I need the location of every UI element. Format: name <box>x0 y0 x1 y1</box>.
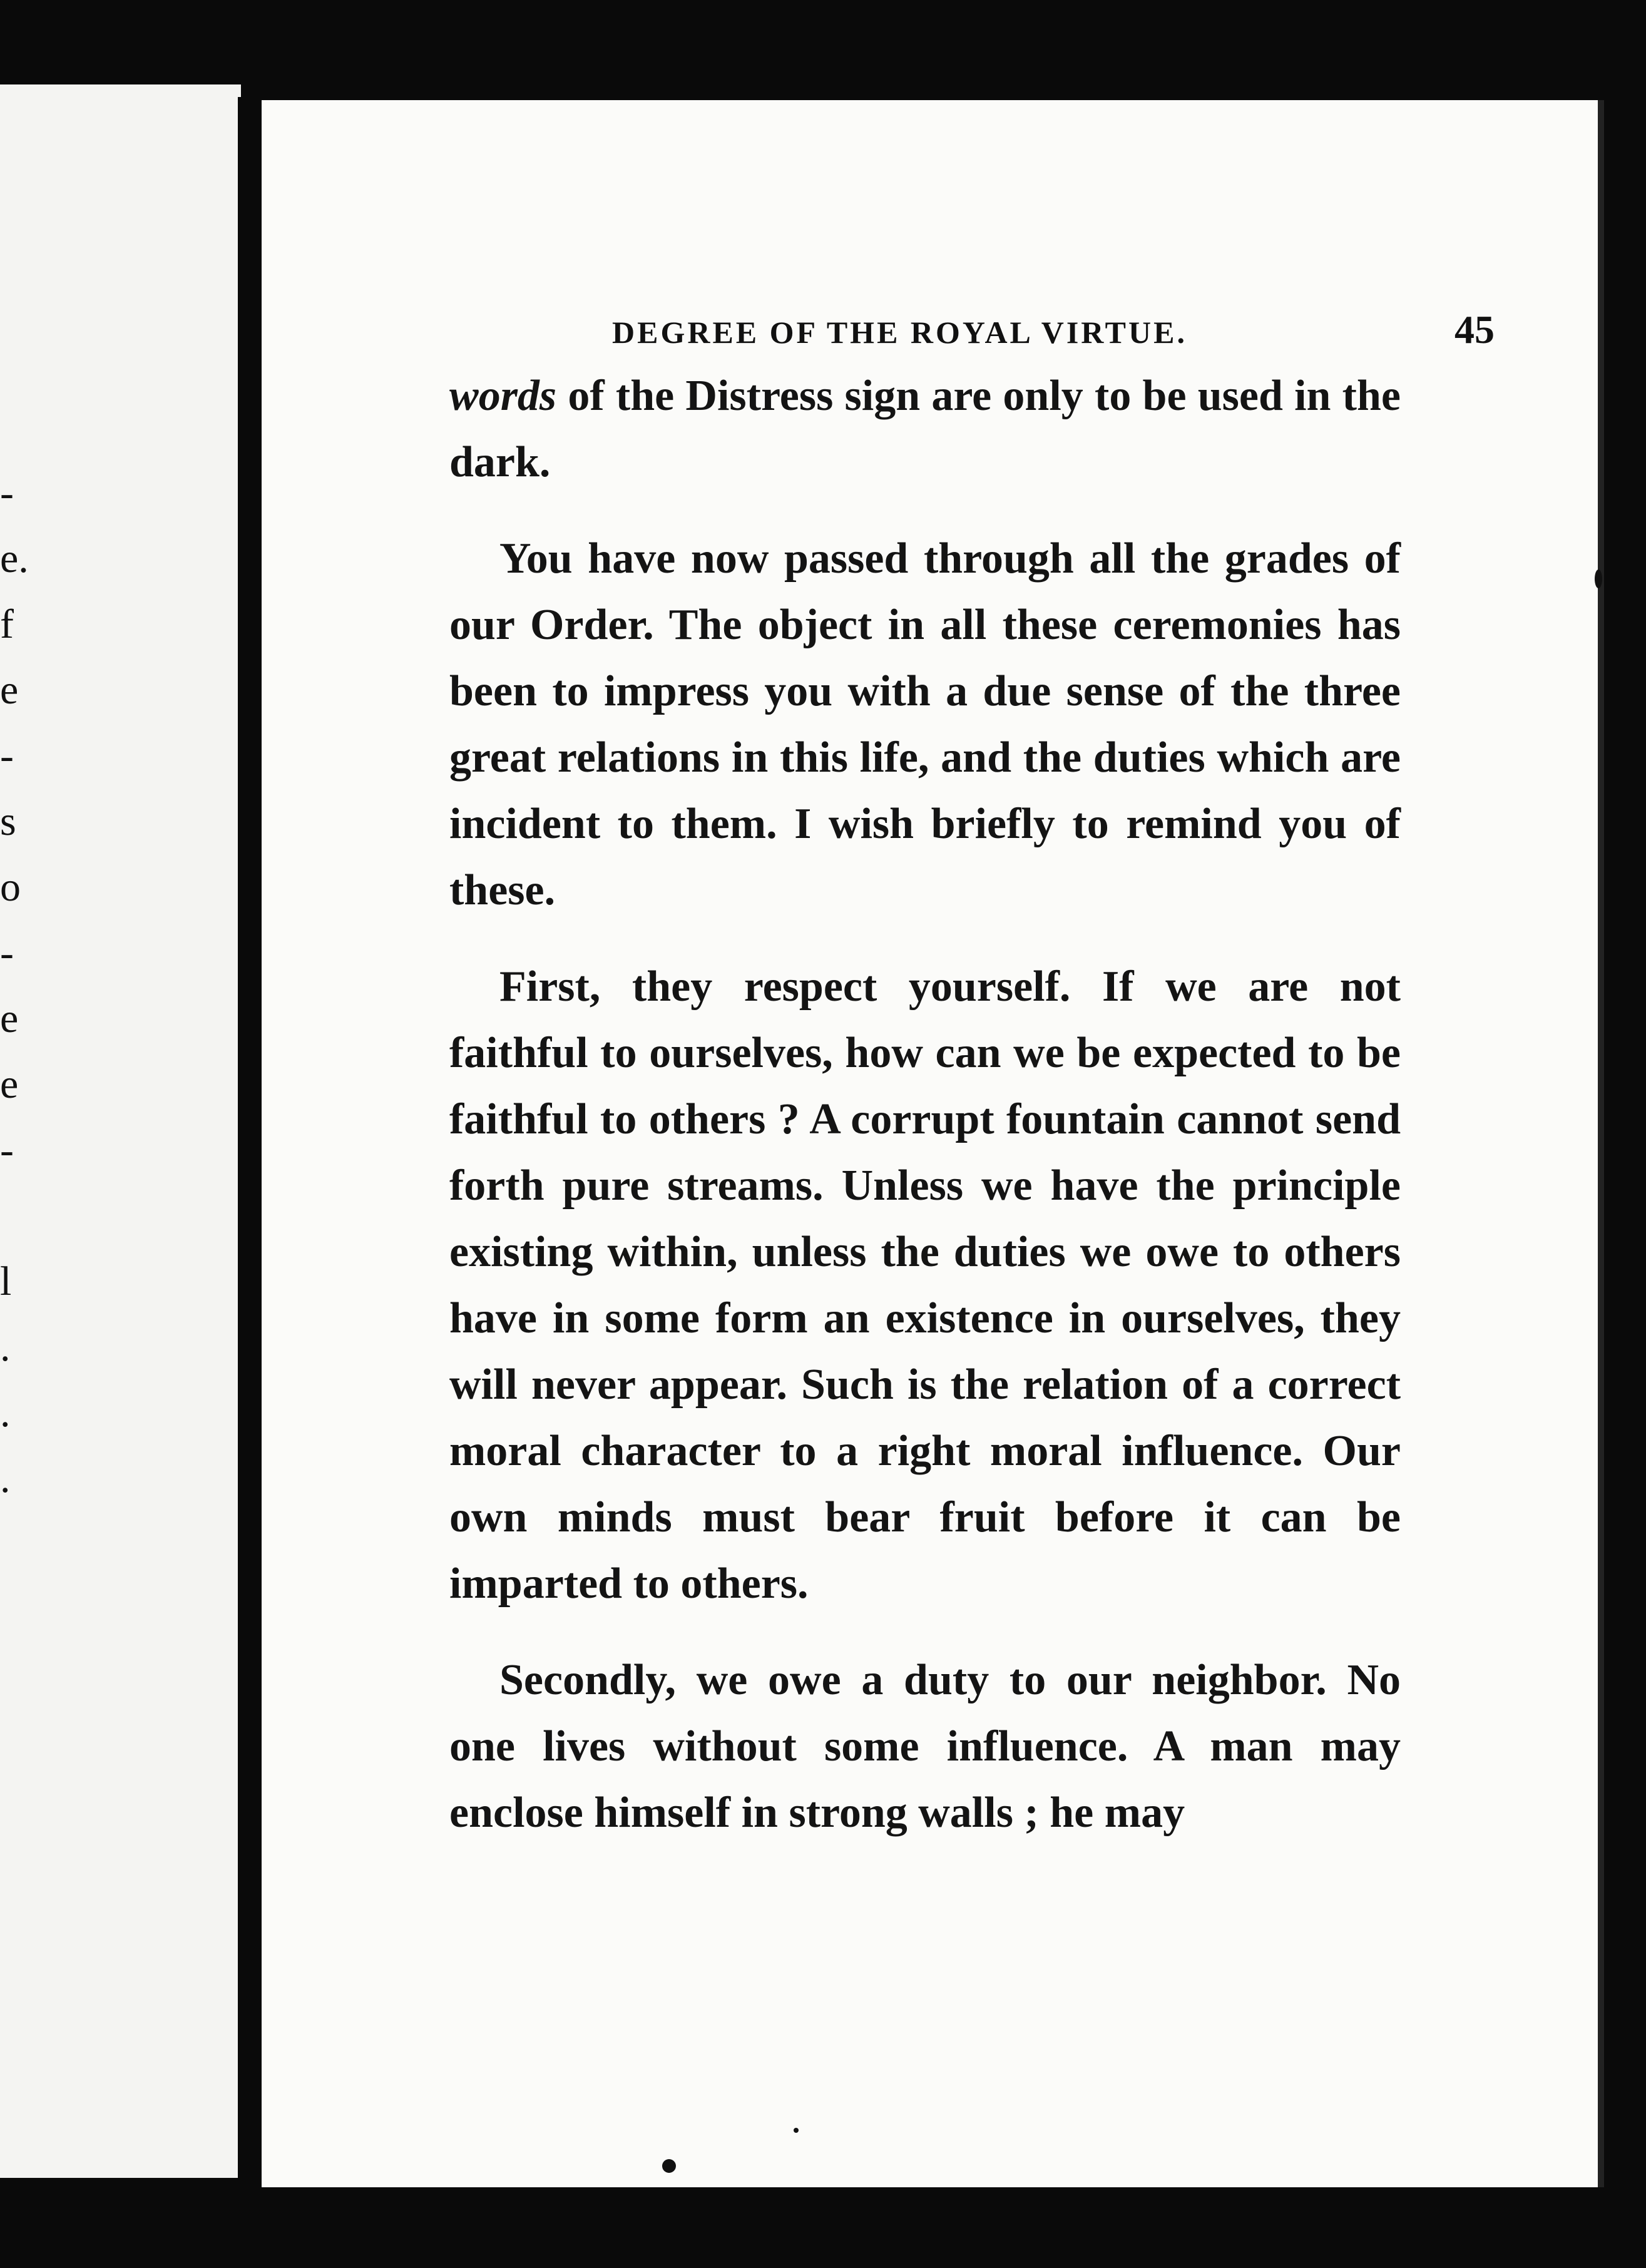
page-edge <box>1598 100 1604 2187</box>
paragraph-4: Secondly, we owe a duty to our neighbor. No one lives without some influence. A man may enclose himself in strong walls ; he may <box>449 1656 1401 1837</box>
left-margin-char: - <box>0 1127 14 1173</box>
right-page <box>262 100 1604 2187</box>
running-head: DEGREE OF THE ROYAL VIRTUE. <box>612 315 1187 350</box>
left-margin-char: . <box>0 1390 11 1436</box>
paragraph-2: You have now passed through all the grades of our Order. The object in all these ceremonies has been to impress you with a due sense of the three great relations in this life, and the duties which are incident to them. I wish briefly to remind you of these. <box>449 534 1401 914</box>
ink-speck <box>794 2128 799 2133</box>
left-margin-char: e <box>0 667 19 713</box>
paragraph-1-text: of the Distress sign are only to be used in the dark. <box>449 372 1401 486</box>
page-number: 45 <box>1454 307 1495 352</box>
left-margin-char: s <box>0 799 16 844</box>
left-page-fragment <box>0 84 241 2178</box>
left-margin-char: - <box>0 733 14 779</box>
left-page-cut-text <box>0 460 29 1511</box>
left-margin-char: o <box>0 864 21 910</box>
left-margin-char: . <box>0 1456 11 1501</box>
book-gutter <box>238 97 260 2184</box>
left-margin-char: - <box>0 930 14 976</box>
left-margin-char: f <box>0 601 14 647</box>
paragraph-3: First, they respect yourself. If we are not faithful to ourselves, how can we be expected to be faithful to others ? A corrupt fountain cannot send forth pure streams. Unless we have the principle existing within, unless the duties we owe to others have in some form an existence in ourselves, they will never appear. Such is the relation of a correct moral character to a right moral influence. Our own minds must bear fruit before it can be imparted to others. <box>449 963 1401 1608</box>
left-margin-char: l <box>0 1259 12 1304</box>
left-margin-char: e. <box>0 536 29 581</box>
left-margin-char: e <box>0 1061 19 1107</box>
left-margin-char: - <box>0 470 14 516</box>
body-text <box>449 363 1401 1876</box>
left-margin-char: . <box>0 1324 11 1370</box>
ink-speck <box>662 2159 676 2173</box>
page-header <box>612 307 1495 353</box>
paragraph-1 <box>449 363 1401 496</box>
scan-bottom-border <box>0 2193 1646 2268</box>
left-margin-char: e <box>0 996 19 1041</box>
left-margin-char <box>0 1183 25 1249</box>
ink-speck <box>1595 570 1602 588</box>
italic-word: words <box>449 372 557 420</box>
